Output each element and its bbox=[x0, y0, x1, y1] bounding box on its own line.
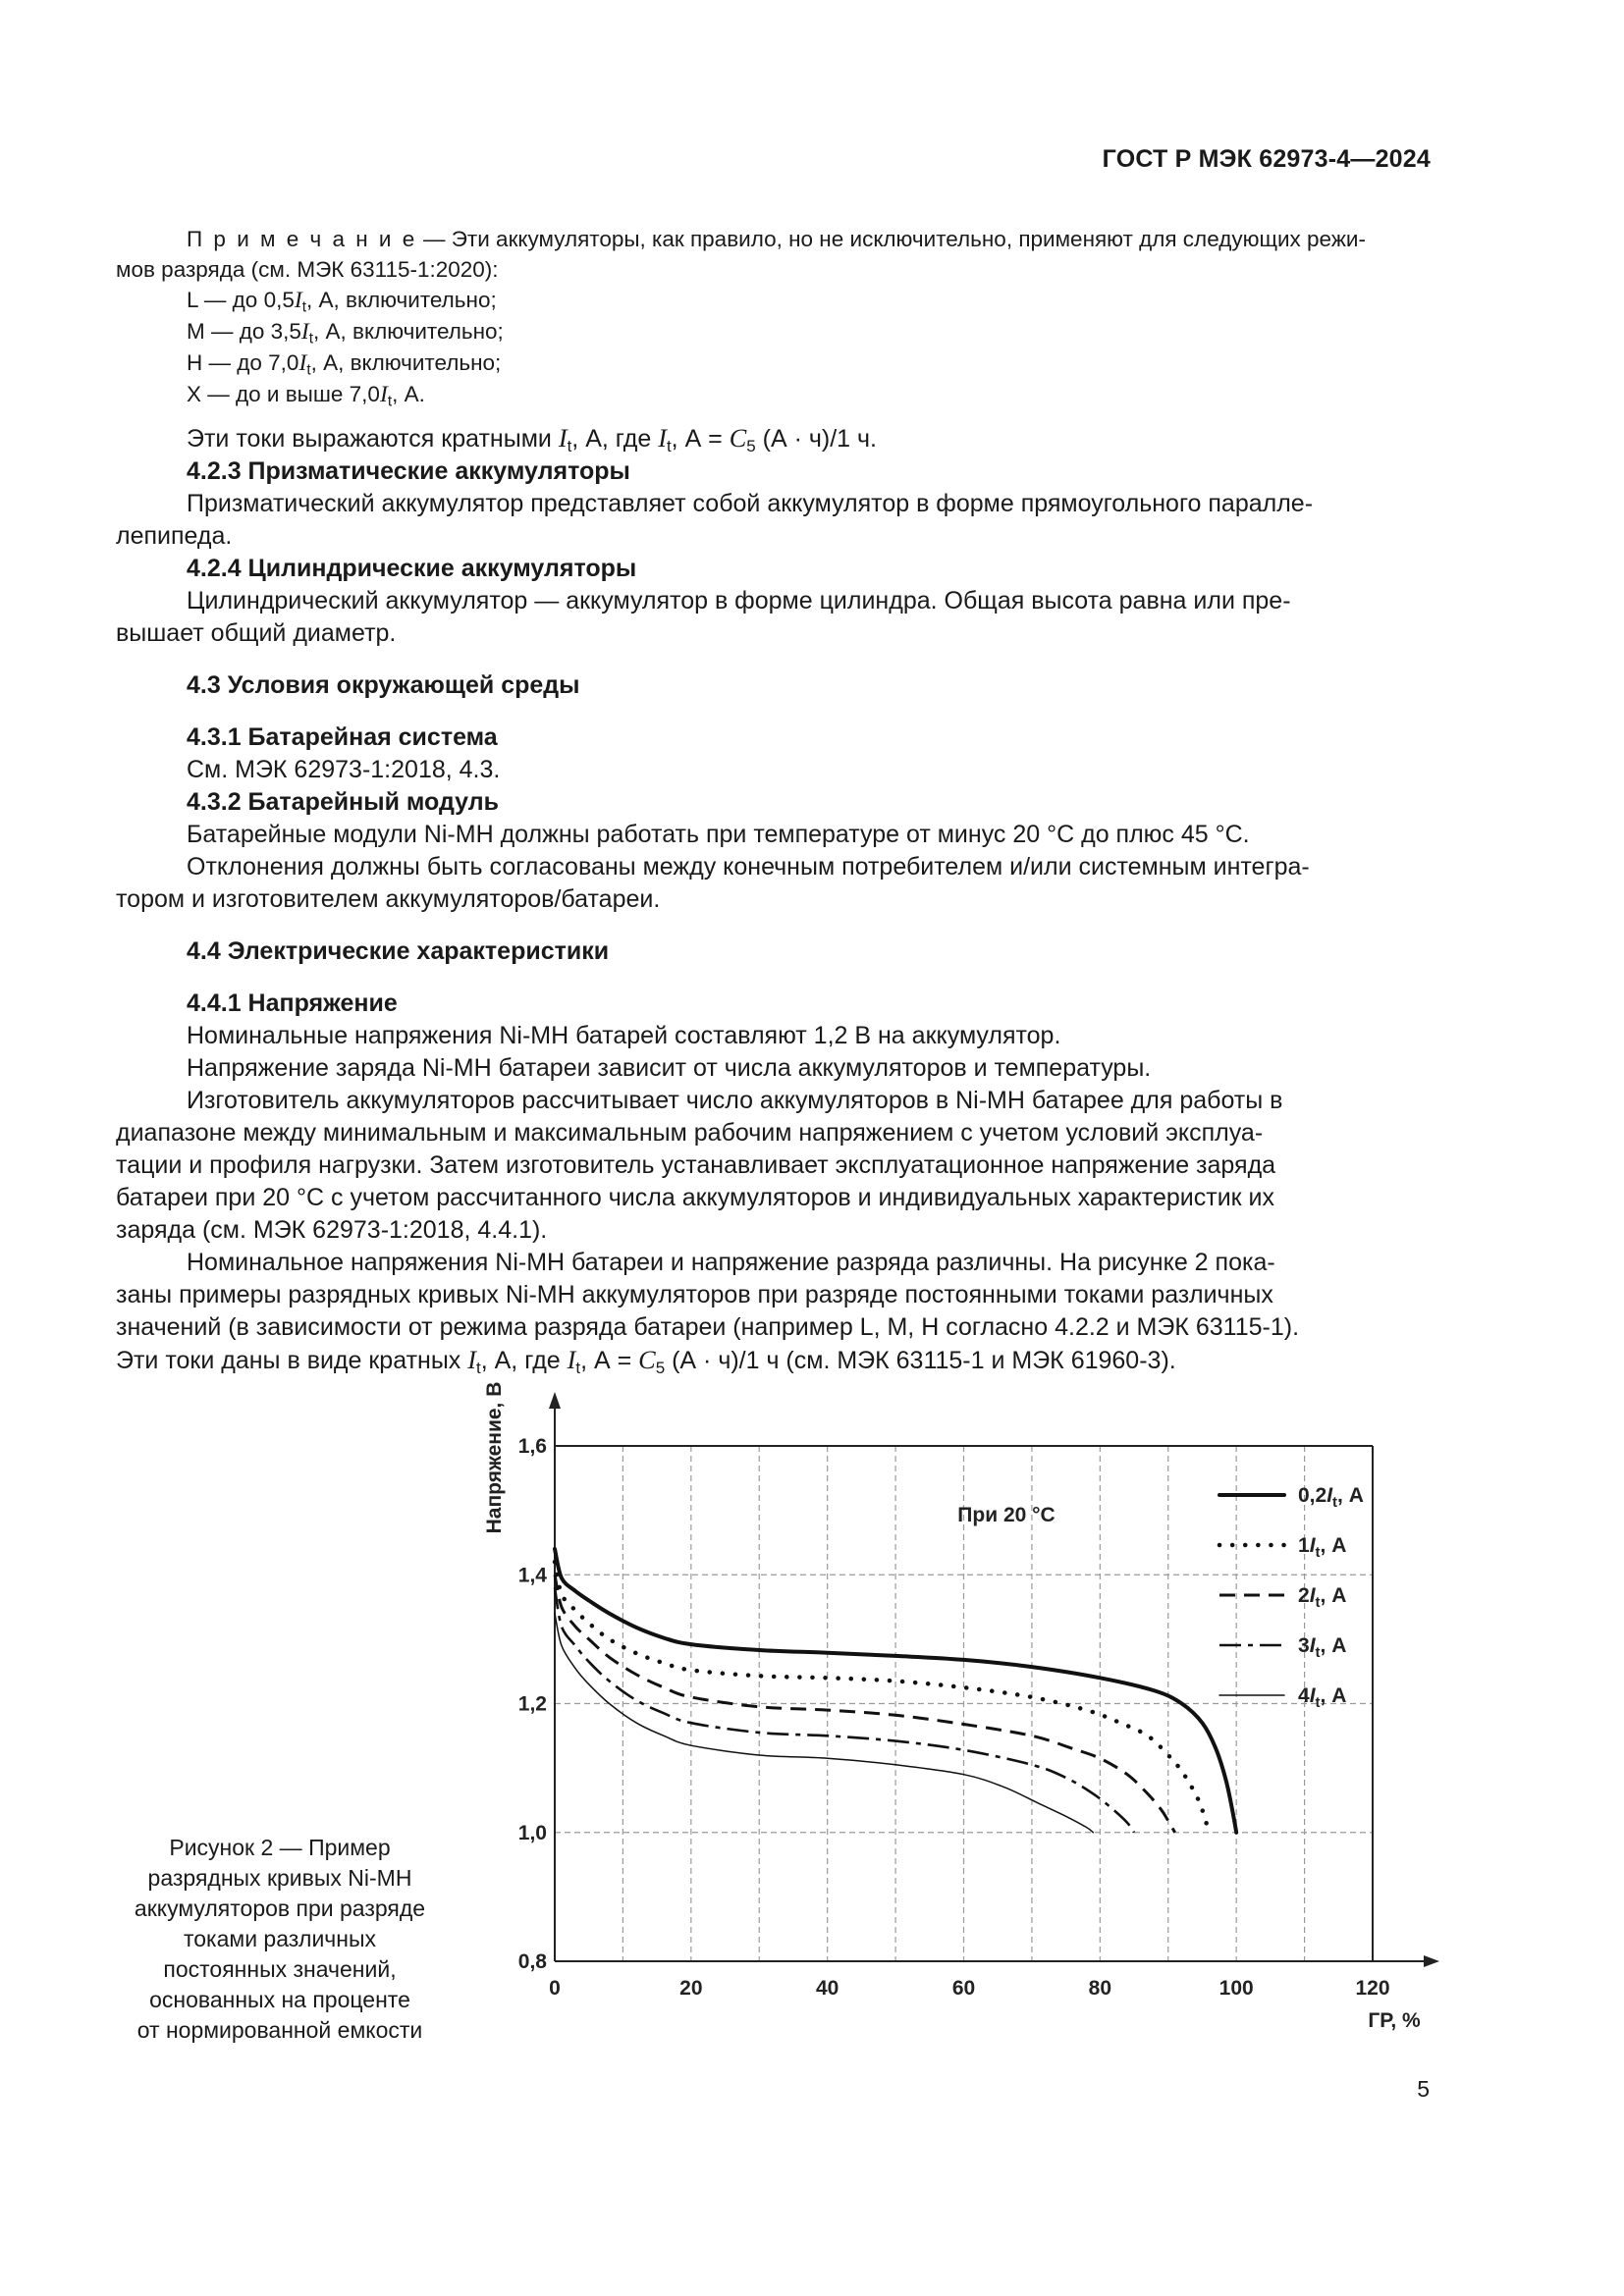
note-text: — Эти аккумуляторы, как правило, но не исключительно, применяют для следующих режи- bbox=[416, 227, 1366, 251]
note-text-cont: мов разряда (см. МЭК 63115-1:2020): bbox=[116, 257, 499, 282]
y-tick-label: 1,0 bbox=[517, 1821, 547, 1844]
heading-4-3: 4.3 Условия окружающей среды bbox=[187, 671, 580, 699]
x-tick-label: 40 bbox=[815, 1977, 839, 2000]
document-code: ГОСТ Р МЭК 62973-4—2024 bbox=[1102, 145, 1431, 173]
note-item: L — до $0,5I_t$, А, включительно; bbox=[187, 288, 497, 316]
paragraph-line: диапазоне между минимальным и максимальным рабочим напряжением с учетом условий эксплуа- bbox=[116, 1119, 1264, 1147]
x-tick-label: 120 bbox=[1355, 1977, 1390, 2000]
legend-label: $4I_t$, А bbox=[1298, 1684, 1347, 1711]
y-axis-label: Напряжение, В bbox=[483, 1381, 506, 1534]
page-number: 5 bbox=[1417, 2076, 1430, 2102]
discharge-chart bbox=[461, 1381, 1443, 2056]
currents-paragraph: Эти токи выражаются кратными $I_t$, А, где $I_t$, $А = C_5$ (А · ч)/1 ч. bbox=[187, 424, 877, 455]
paragraph-cont: тором и изготовителем аккумуляторов/батареи. bbox=[116, 885, 661, 913]
paragraph-line: заны примеры разрядных кривых Ni-MH аккумуляторов при разряде постоянными токами различных bbox=[116, 1281, 1273, 1308]
x-tick-label: 20 bbox=[679, 1977, 703, 2000]
x-tick-label: 0 bbox=[549, 1977, 561, 2000]
chart-annotation: При 20 °С bbox=[957, 1504, 1056, 1526]
x-axis-arrow bbox=[1424, 1955, 1439, 1967]
y-tick-label: 1,2 bbox=[517, 1692, 547, 1716]
legend-label: $3I_t$, А bbox=[1298, 1634, 1347, 1661]
y-axis-arrow bbox=[549, 1392, 561, 1409]
note-label: П р и м е ч а н и е bbox=[187, 227, 417, 251]
series-line bbox=[555, 1614, 1093, 1833]
note-block bbox=[116, 224, 1430, 410]
series-line bbox=[555, 1562, 1209, 1833]
paragraph-line: заряда (см. МЭК 62973-1:2018, 4.4.1). bbox=[116, 1216, 548, 1244]
heading-4-2-4: 4.2.4 Цилиндрические аккумуляторы bbox=[187, 555, 637, 582]
y-tick-label: 0,8 bbox=[517, 1950, 547, 1973]
paragraph: Номинальные напряжения Ni-MH батарей составляют 1,2 В на аккумулятор. bbox=[187, 1022, 1061, 1049]
paragraph-line: тации и профиля нагрузки. Затем изготовитель устанавливает эксплуатационное напряжение заряда bbox=[116, 1151, 1276, 1179]
paragraph: Напряжение заряда Ni-MH батареи зависит от числа аккумуляторов и температуры. bbox=[187, 1054, 1152, 1082]
legend-label: $1I_t$, А bbox=[1298, 1534, 1347, 1561]
paragraph: Призматический аккумулятор представляет собой аккумулятор в форме прямоугольного паралле- bbox=[187, 490, 1314, 517]
heading-4-4-1: 4.4.1 Напряжение bbox=[187, 989, 398, 1017]
note-paragraph bbox=[116, 224, 1430, 254]
heading-4-2-3: 4.2.3 Призматические аккумуляторы bbox=[187, 457, 630, 485]
heading-4-4: 4.4 Электрические характеристики bbox=[187, 937, 610, 965]
paragraph: Батарейные модули Ni-MH должны работать при температуре от минус 20 °С до плюс 45 °С. bbox=[187, 821, 1250, 848]
y-tick-label: 1,4 bbox=[517, 1564, 547, 1587]
paragraph-line: значений (в зависимости от режима разряда батареи (например L, M, H согласно 4.2.2 и МЭК 63115-1). bbox=[116, 1313, 1300, 1341]
x-tick-label: 100 bbox=[1218, 1977, 1254, 2000]
paragraph-line: Изготовитель аккумуляторов рассчитывает число аккумуляторов в Ni-MH батарее для работы в bbox=[187, 1087, 1283, 1114]
paragraph-line: Номинальное напряжения Ni-MH батареи и напряжение разряда различны. На рисунке 2 пока- bbox=[187, 1249, 1275, 1276]
note-item: H — до $7,0I_t$, А, включительно; bbox=[187, 350, 502, 379]
paragraph: Отклонения должны быть согласованы между конечным потребителем и/или системным интегра- bbox=[187, 853, 1310, 881]
y-tick-label: 1,6 bbox=[517, 1435, 547, 1458]
x-axis-label: ГР, % bbox=[1368, 2009, 1421, 2032]
legend-label: $0,2I_t$, А bbox=[1298, 1484, 1364, 1511]
paragraph-line: Эти токи даны в виде кратных $I_t$, А, где $I_t$, $А = C_5$ (А · ч)/1 ч (см. МЭК 63115-1 и МЭК 61960-3). bbox=[116, 1346, 1176, 1377]
paragraph: См. МЭК 62973-1:2018, 4.3. bbox=[187, 756, 501, 783]
figure-caption: Рисунок 2 — Пример разрядных кривых Ni-MH аккумуляторов при разряде токами различных постоянных значений, основанных на проценте от нормированной емкости bbox=[134, 1835, 426, 2043]
heading-4-3-1: 4.3.1 Батарейная система bbox=[187, 723, 498, 751]
x-tick-label: 80 bbox=[1088, 1977, 1112, 2000]
page-content bbox=[116, 224, 1430, 1377]
x-tick-label: 60 bbox=[951, 1977, 976, 2000]
legend-label: $2I_t$, А bbox=[1298, 1584, 1347, 1611]
paragraph: Цилиндрический аккумулятор — аккумулятор в форме цилиндра. Общая высота равна или пре- bbox=[187, 587, 1291, 614]
paragraph-cont: вышает общий диаметр. bbox=[116, 619, 397, 647]
note-item: M — до $3,5I_t$, А, включительно; bbox=[187, 319, 504, 347]
heading-4-3-2: 4.3.2 Батарейный модуль bbox=[187, 788, 499, 816]
paragraph-line: батареи при 20 °С с учетом рассчитанного числа аккумуляторов и индивидуальных характеристик их bbox=[116, 1184, 1275, 1211]
paragraph-cont: лепипеда. bbox=[116, 522, 233, 550]
note-item: X — до и выше $7,0I_t$, А. bbox=[187, 382, 425, 410]
